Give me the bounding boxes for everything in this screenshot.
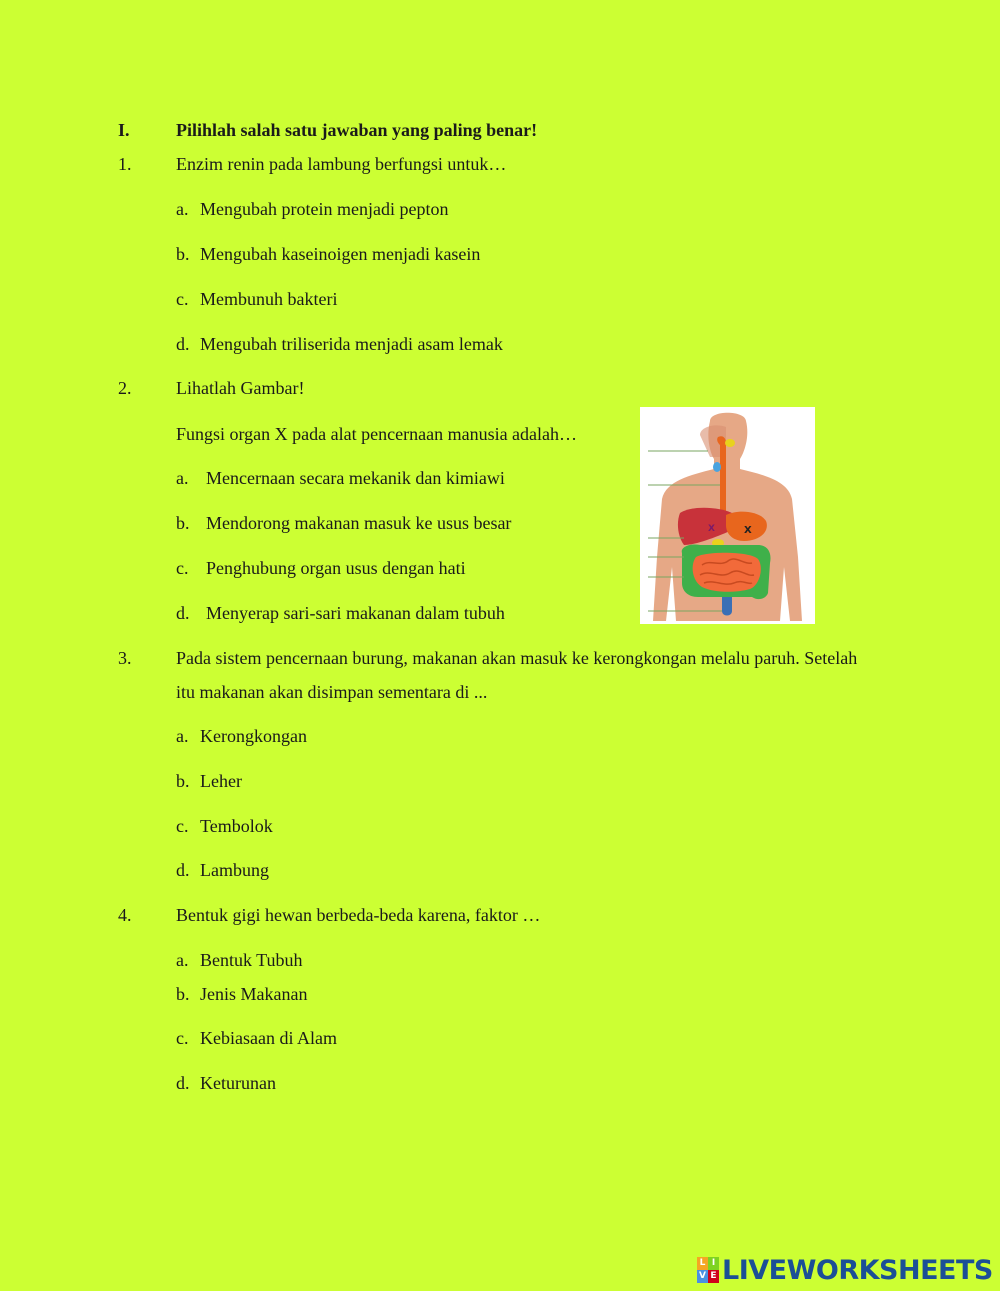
question-1-option-c[interactable] (176, 288, 337, 310)
option-text: Mengubah protein menjadi pepton (200, 199, 449, 219)
option-text: Penghubung organ usus dengan hati (206, 558, 466, 578)
option-text: Keturunan (200, 1073, 276, 1093)
option-text: Menyerap sari-sari makanan dalam tubuh (206, 603, 505, 623)
question-4-option-c[interactable] (176, 1027, 337, 1049)
section-instruction: Pilihlah salah satu jawaban yang paling benar! (176, 120, 538, 140)
logo-mark-letter: E (708, 1270, 719, 1283)
option-letter: b. (176, 984, 190, 1004)
option-text: Mencernaan secara mekanik dan kimiawi (206, 468, 505, 488)
option-text: Tembolok (200, 816, 273, 836)
option-letter: d. (176, 603, 190, 623)
question-4-number: 4. (118, 905, 132, 925)
logo-mark-letter: I (708, 1257, 719, 1270)
option-text: Membunuh bakteri (200, 289, 338, 309)
option-text: Mendorong makanan masuk ke usus besar (206, 513, 512, 533)
question-2-prompt: Fungsi organ X pada alat pencernaan manusia adalah… (176, 424, 578, 444)
option-text: Kebiasaan di Alam (200, 1028, 337, 1048)
option-letter: a. (176, 468, 189, 488)
option-text: Jenis Makanan (200, 984, 308, 1004)
option-letter: a. (176, 950, 189, 970)
option-letter: c. (176, 1028, 189, 1048)
logo-mark-letter: L (697, 1257, 708, 1270)
logo-text: LIVEWORKSHEETS (722, 1254, 993, 1286)
question-3-option-c[interactable] (176, 815, 273, 837)
option-letter: c. (176, 558, 189, 578)
option-letter: c. (176, 816, 189, 836)
question-2-option-b[interactable] (176, 512, 511, 534)
section-numeral: I. (118, 120, 130, 140)
option-letter: c. (176, 289, 189, 309)
logo-mark-letter: V (697, 1270, 708, 1283)
question-2-option-c[interactable] (176, 557, 466, 579)
digestive-system-figure (640, 407, 815, 624)
option-letter: b. (176, 771, 190, 791)
question-1-option-d[interactable] (176, 333, 503, 355)
option-letter: b. (176, 513, 190, 533)
question-2-option-d[interactable] (176, 602, 505, 624)
question-3-number: 3. (118, 648, 132, 668)
question-3-option-d[interactable] (176, 859, 269, 881)
option-text: Mengubah triliserida menjadi asam lemak (200, 334, 503, 354)
question-3-option-a[interactable] (176, 725, 307, 747)
question-3-text-line-2: itu makanan akan disimpan sementara di ... (176, 682, 488, 702)
question-4-option-d[interactable] (176, 1072, 276, 1094)
logo-mark (697, 1257, 719, 1283)
figure-label-x: X (744, 525, 752, 536)
question-4-text: Bentuk gigi hewan berbeda-beda karena, faktor … (176, 905, 541, 925)
question-3-text-line-1: Pada sistem pencernaan burung, makanan akan masuk ke kerongkongan melalu paruh. Setelah (176, 648, 858, 668)
option-text: Kerongkongan (200, 726, 307, 746)
option-letter: a. (176, 726, 189, 746)
liveworksheets-logo (697, 1254, 993, 1286)
option-text: Mengubah kaseinoigen menjadi kasein (200, 244, 481, 264)
option-letter: d. (176, 860, 190, 880)
question-1-option-b[interactable] (176, 243, 480, 265)
option-text: Leher (200, 771, 242, 791)
option-letter: a. (176, 199, 189, 219)
question-1-number: 1. (118, 154, 132, 174)
small-intestine (693, 553, 761, 592)
question-4-option-a[interactable] (176, 949, 303, 971)
option-text: Bentuk Tubuh (200, 950, 303, 970)
question-3-option-b[interactable] (176, 770, 242, 792)
rectum (722, 597, 732, 616)
question-4-option-b[interactable] (176, 983, 307, 1005)
question-2-text: Lihatlah Gambar! (176, 378, 305, 398)
svg-text:X: X (708, 524, 715, 534)
option-text: Lambung (200, 860, 269, 880)
option-letter: b. (176, 244, 190, 264)
question-2-number: 2. (118, 378, 132, 398)
option-letter: d. (176, 1073, 190, 1093)
option-letter: d. (176, 334, 190, 354)
question-1-option-a[interactable] (176, 198, 448, 220)
question-1-text: Enzim renin pada lambung berfungsi untuk… (176, 154, 507, 174)
question-2-option-a[interactable] (176, 467, 505, 489)
